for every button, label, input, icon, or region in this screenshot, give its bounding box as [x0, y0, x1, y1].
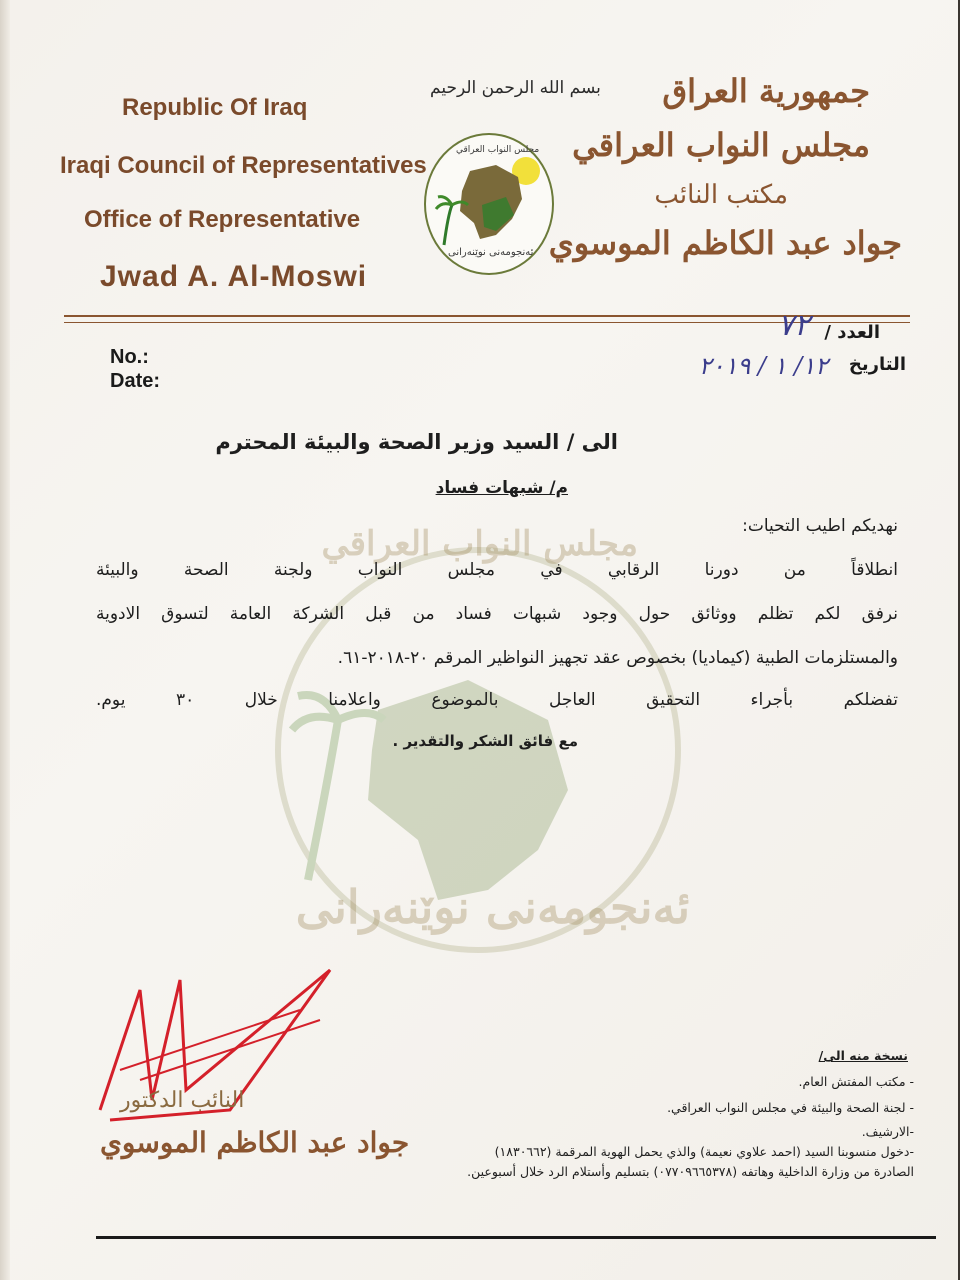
subject: م/ شبهات فساد [435, 478, 568, 498]
ar-no-value: ٧٢ [777, 308, 810, 343]
date-label: Date: [110, 370, 161, 392]
signature-name: جواد عبد الكاظم الموسوي [100, 1126, 410, 1159]
footer-rule [96, 1236, 936, 1239]
header-en-council: Iraqi Council of Representatives [60, 152, 427, 179]
ar-no-label: العدد / [824, 322, 880, 343]
watermark-bottom-text: ئەنجومەنی نوێنەرانی [295, 880, 690, 934]
copies-item-3: -الارشيف. [861, 1124, 914, 1139]
copies-item-4-line2: الصادرة من وزارة الداخلية وهاتفه (٠٧٧٠٩٦٦٥٣٧٨) بتسليم وأستلام الرد خلال أسبوعين. [467, 1164, 914, 1179]
copies-heading: نسخة منه الى/ [818, 1048, 908, 1063]
council-logo [424, 133, 554, 275]
greeting: نهديكم اطيب التحيات: [742, 516, 898, 536]
copies-item-4-line1: -دخول منسوبنا السيد (احمد علاوي نعيمة) والذي يحمل الهوية المرقمة (١٨٣٠٦٦٢) [494, 1144, 914, 1159]
header-en-office: Office of Representative [84, 206, 361, 233]
header-ar-name: جواد عبد الكاظم الموسوي [548, 224, 902, 262]
para1-line1: انطلاقاً من دورنا الرقابي في مجلس النواب ولجنة الصحة والبيئة [96, 560, 898, 580]
copies-item-1: - مكتب المفتش العام. [798, 1074, 914, 1089]
no-label: No.: [110, 346, 149, 368]
header-ar-council: مجلس النواب العراقي [572, 126, 870, 164]
para1-line3: والمستلزمات الطبية (كيماديا) بخصوص عقد تجهيز النواظير المرقم ٢٠-٢٠١٨-٦١. [337, 648, 898, 668]
para2: تفضلكم بأجراء التحقيق العاجل بالموضوع واعلامنا خلال ٣٠ يوم. [96, 690, 898, 710]
ar-date-label: التاريخ [848, 354, 906, 375]
header-en-name: Jwad A. Al-Moswi [100, 260, 368, 293]
watermark-top-text: مجلس النواب العراقي [321, 524, 638, 564]
addressee: الى / السيد وزير الصحة والبيئة المحترم [215, 430, 618, 454]
copies-item-2: - لجنة الصحة والبيئة في مجلس النواب العراقي. [667, 1100, 914, 1115]
ar-date-value: ١٢/ ١ / ٢٠١٩ [698, 352, 828, 380]
header-ar-office: مكتب النائب [654, 180, 788, 210]
header-en-country: Republic Of Iraq [122, 94, 308, 121]
header-ar-country: جمهورية العراق [662, 72, 870, 110]
signature-title: النائب الدكتور [120, 1088, 245, 1113]
basmala: بسم الله الرحمن الرحيم [430, 78, 601, 98]
logo-top-text: مجلس النواب العراقي [456, 145, 540, 155]
logo-bottom-text: ئەنجومەنی نوێنەرانی [448, 247, 534, 258]
closing: مع فائق الشكر والتقدير . [392, 732, 578, 750]
para1-line2: نرفق لكم تظلم ووثائق حول وجود شبهات فساد من قبل الشركة العامة لتسوق الادوية [96, 604, 898, 624]
page-edge [0, 0, 10, 1280]
